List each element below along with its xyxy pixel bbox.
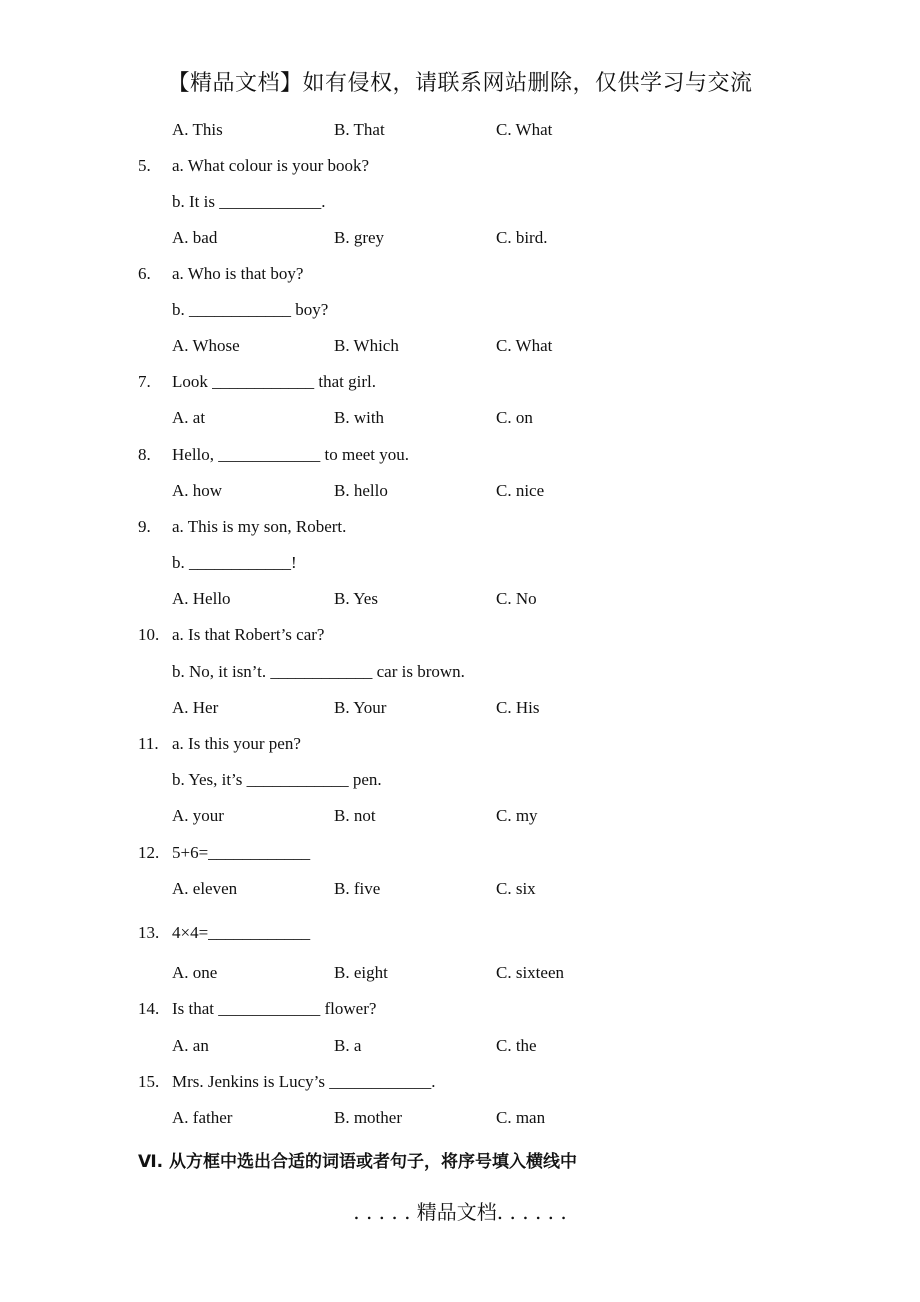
option-a: A. father: [172, 1108, 233, 1127]
option-b: B. Your: [334, 698, 387, 717]
option-c: C. bird.: [496, 228, 548, 247]
question-number: 5.: [138, 156, 151, 175]
option-b: B. eight: [334, 963, 388, 982]
option-c: C. man: [496, 1108, 546, 1127]
option-b: B. not: [334, 806, 376, 825]
question-text: b. ____________ boy?: [172, 300, 329, 319]
question-text: 4×4=____________: [172, 923, 311, 942]
option-c: C. sixteen: [496, 963, 564, 982]
option-c: C. the: [496, 1036, 537, 1055]
question-text: a. Is this your pen?: [172, 734, 301, 753]
page-header: 【精品文档】如有侵权，请联系网站删除，仅供学习与交流: [167, 71, 753, 96]
question-text: a. Who is that boy?: [172, 264, 304, 283]
question-text: Hello, ____________ to meet you.: [172, 445, 410, 464]
question-text: b. ____________!: [172, 553, 297, 572]
option-b: B. Which: [334, 336, 399, 355]
question-text: 5+6=____________: [172, 843, 311, 862]
option-b: B. Yes: [334, 589, 378, 608]
option-c: C. His: [496, 698, 540, 717]
option-b: B. a: [334, 1036, 362, 1055]
section-heading: Ⅵ. 从方框中选出合适的词语或者句子，将序号填入横线中: [138, 1152, 578, 1172]
option-a: A. This: [172, 120, 223, 139]
question-number: 7.: [138, 372, 151, 391]
option-c: C. What: [496, 120, 553, 139]
question-number: 14.: [138, 999, 160, 1018]
question-number: 15.: [138, 1072, 160, 1091]
question-number: 6.: [138, 264, 151, 283]
option-a: A. Hello: [172, 589, 231, 608]
question-text: a. What colour is your book?: [172, 156, 370, 175]
option-c: C. No: [496, 589, 537, 608]
option-c: C. What: [496, 336, 553, 355]
question-number: 8.: [138, 445, 151, 464]
option-a: A. Whose: [172, 336, 240, 355]
option-b: B. with: [334, 408, 385, 427]
page-footer: . . . . . 精品文档. . . . . .: [353, 1200, 567, 1224]
question-text: a. Is that Robert’s car?: [172, 625, 325, 644]
option-c: C. six: [496, 879, 536, 898]
question-text: b. Yes, it’s ____________ pen.: [172, 770, 382, 789]
question-number: 11.: [138, 734, 159, 753]
option-c: C. on: [496, 408, 533, 427]
question-text: Is that ____________ flower?: [172, 999, 377, 1018]
option-a: A. one: [172, 963, 218, 982]
option-a: A. bad: [172, 228, 218, 247]
question-text: Look ____________ that girl.: [172, 372, 376, 391]
question-number: 9.: [138, 517, 151, 536]
option-c: C. nice: [496, 481, 545, 500]
question-text: b. It is ____________.: [172, 192, 326, 211]
option-a: A. an: [172, 1036, 209, 1055]
option-b: B. That: [334, 120, 385, 139]
option-a: A. eleven: [172, 879, 238, 898]
question-text: a. This is my son, Robert.: [172, 517, 347, 536]
question-text: b. No, it isn’t. ____________ car is brown.: [172, 662, 465, 681]
option-b: B. mother: [334, 1108, 402, 1127]
option-a: A. how: [172, 481, 223, 500]
option-a: A. your: [172, 806, 224, 825]
option-b: B. hello: [334, 481, 388, 500]
option-b: B. grey: [334, 228, 385, 247]
option-a: A. at: [172, 408, 206, 427]
question-text: Mrs. Jenkins is Lucy’s ____________.: [172, 1072, 436, 1091]
question-number: 13.: [138, 923, 160, 942]
question-number: 10.: [138, 625, 160, 644]
option-a: A. Her: [172, 698, 219, 717]
option-c: C. my: [496, 806, 538, 825]
option-b: B. five: [334, 879, 381, 898]
question-number: 12.: [138, 843, 160, 862]
